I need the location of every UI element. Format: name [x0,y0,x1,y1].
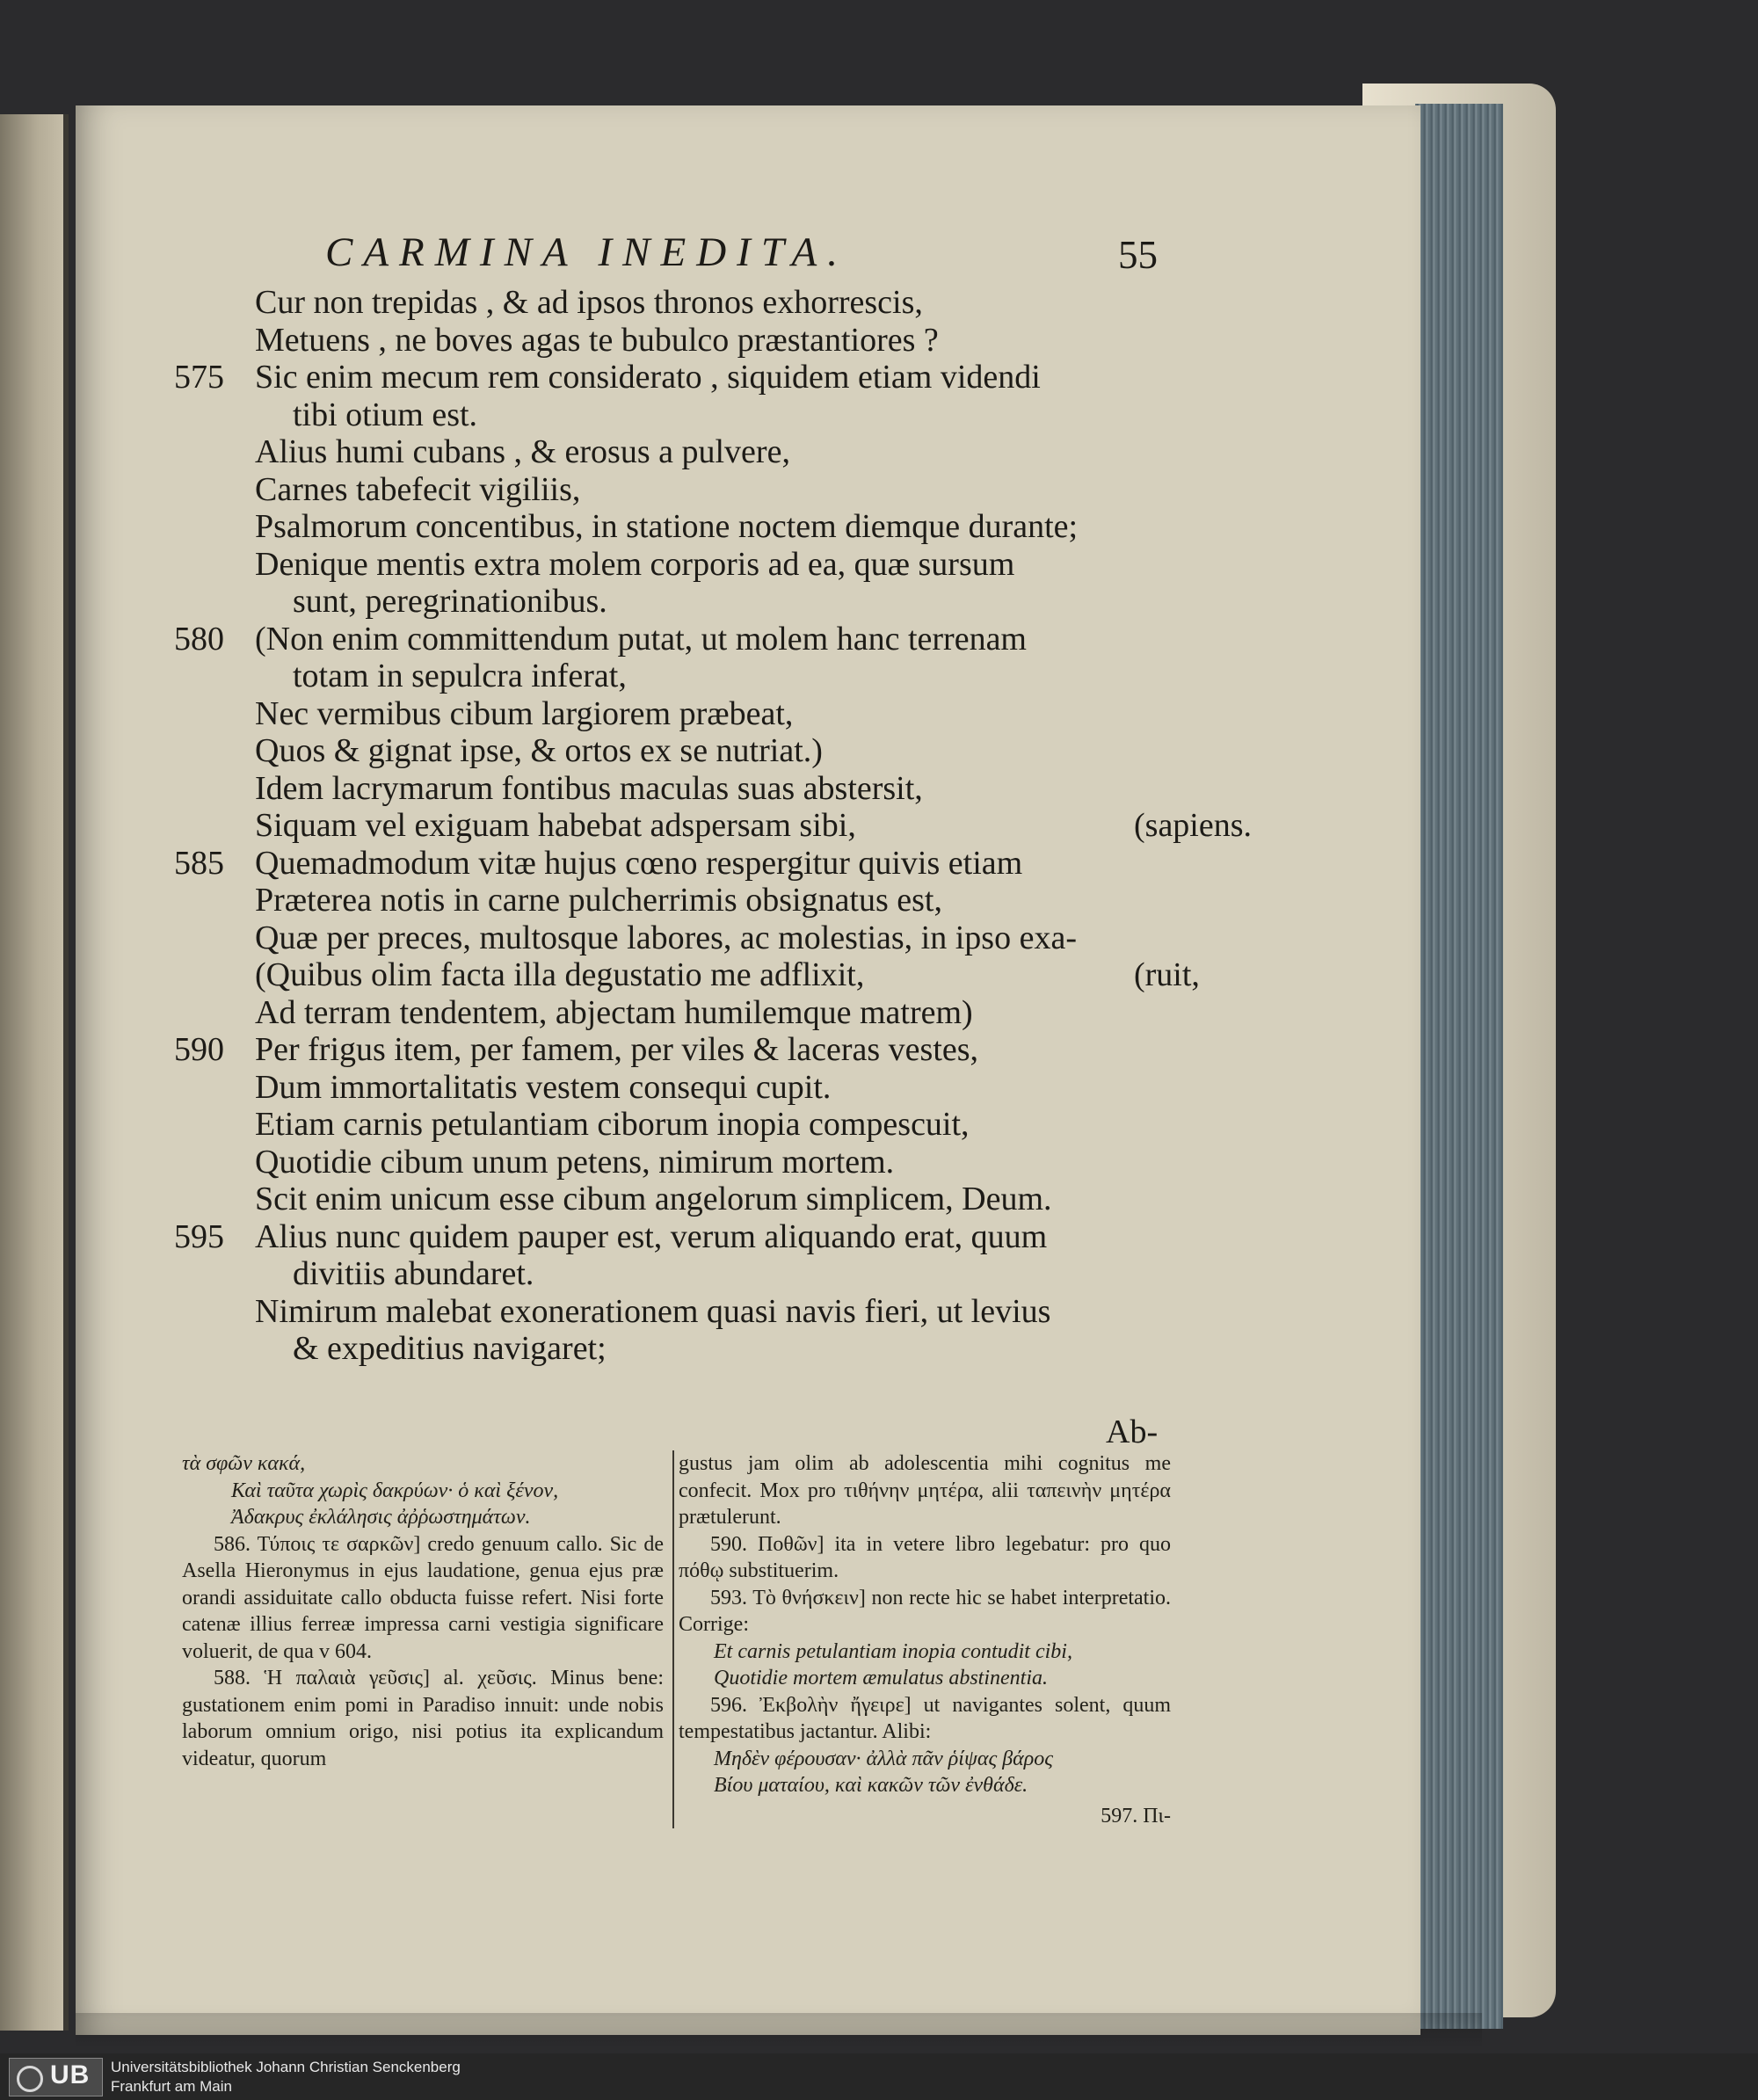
footnote-paragraph: Καὶ ταῦτα χωρὶς δακρύων· ὁ καὶ ξένον, [231,1479,559,1502]
verse-line [255,432,790,471]
verse-line [255,545,1014,584]
library-name: Universitätsbibliothek Johann Christian Senckenberg [111,2059,461,2075]
footnotes-left-column [182,1450,664,1772]
footnote-paragraph: gustus jam olim ab adolescentia mihi cognitus me confecit. Mox pro τιθήνην μητέρα, alii ταπεινὴν μητέρα prætulerunt. [679,1452,1171,1529]
verse-line [255,620,1027,658]
verse-line [255,283,923,322]
line-number: 590 [174,1031,224,1068]
catchword: Ab- [1106,1413,1159,1450]
verse-text: Per frigus item, per famem, per viles & laceras vestes, [255,1031,979,1068]
verse-line [293,1254,534,1293]
footnote-paragraph: Μηδὲν φέρουσαν· ἀλλὰ πᾶν ῥίψας βάρος [714,1747,1054,1770]
footnote-catchword: 597. Πι- [1101,1804,1171,1828]
verse-line [255,1143,894,1181]
verse-text: Nec vermibus cibum largiorem præbeat, [255,694,794,732]
line-number: 585 [174,844,224,882]
verse-text: Quemadmodum vitæ hujus cœno respergitur quivis etiam [255,844,1023,882]
verse-text: Quotidie cibum unum petens, nimirum mortem. [255,1143,895,1181]
verse-overflow: (ruit, [1134,956,1200,993]
running-title: CARMINA INEDITA. [325,229,848,275]
verse-text: totam in sepulcra inferat, [293,658,627,694]
verse-line [255,1030,978,1069]
verse-text: Scit enim unicum esse cibum angelorum simplicem, Deum. [255,1181,1052,1217]
footnote-paragraph: 586. Τύποις τε σαρκῶν] credo genuum callo. Sic de Asella Hieronymus in ejus laudatione, genua ejus præ orandi assiduitate callo obducta fuisse refert. Nisi forte catenæ illius ferreæ impressa carni vestigia significare voluerit, de qua v 604. [182,1532,664,1663]
footnotes-right-column [679,1450,1171,1829]
left-page-edge [0,114,69,2031]
verse-text: Carnes tabefecit vigiliis, [255,470,581,508]
verse-line [255,1180,1052,1218]
verse-text: Præterea notis in carne pulcherrimis obsignatus est, [255,882,942,919]
verse-text: Denique mentis extra molem corporis ad ea, quæ sursum [255,545,1015,583]
verse-line [255,806,1253,845]
verse-line [255,844,1022,883]
verse-line [255,321,939,360]
column-rule [672,1450,674,1828]
verse-text: tibi otium est. [293,396,478,433]
verse-text: Siquam vel exiguam habebat adspersam sibi, [255,807,856,844]
verse-line [255,694,793,733]
verse-line [293,1329,607,1368]
footnote-paragraph: τὰ σφῶν κακά, [182,1452,306,1475]
footnote-paragraph: 588. Ἡ παλαιὰ γεῦσις] al. χεῦσις. Minus bene: gustationem enim pomi in Paradiso innuit: unde nobis laborum omnium origo, nisi potius ita explicandum videatur, quorum [182,1667,664,1770]
verse-text: Dum immortalitatis vestem consequi cupit. [255,1068,832,1106]
verse-line [255,358,1041,396]
footnote-paragraph: Quotidie mortem æmulatus abstinentia. [714,1667,1048,1689]
verse-line [255,470,580,509]
verse-line [255,956,1200,994]
footnote-paragraph: 593. Τὸ θνήσκειν] non recte hic se habet interpretatio. Corrige: [679,1586,1171,1636]
line-number: 580 [174,620,224,658]
verse-text: Nimirum malebat exonerationem quasi navis fieri, ut levius [255,1292,1051,1330]
verse-line [293,582,607,621]
logo-text: UB [50,2060,91,2089]
verse-line [255,769,923,808]
verse-line [255,731,823,770]
verse-line [255,1068,831,1107]
footnote-paragraph: 596. Ἐκβολὴν ἤγειρε] ut navigantes solent, quum tempestatibus jactantur. Alibi: [679,1693,1171,1743]
verse-text: Sic enim mecum rem considerato , siquidem etiam videndi [255,359,1041,396]
verse-line [255,1105,970,1144]
verse-text: Metuens , ne boves agas te bubulco præstantiores ? [255,321,939,359]
verse-text: divitiis abundaret. [293,1255,534,1292]
library-city: Frankfurt am Main [111,2078,232,2095]
line-number: 595 [174,1217,224,1255]
verse-text: (Quibus olim facta illa degustatio me adflixit, [255,956,865,993]
verse-text: & expeditius navigaret; [293,1330,607,1367]
footnote-paragraph: Et carnis petulantiam inopia contudit cibi, [714,1639,1072,1663]
verse-line [255,993,973,1032]
verse-text: Alius humi cubans , & erosus a pulvere, [255,433,790,470]
verse-text: Psalmorum concentibus, in statione noctem diemque durante; [255,508,1079,545]
verse-text: Ad terram tendentem, abjectam humilemque matrem) [255,993,973,1031]
verse-text: Etiam carnis petulantiam ciborum inopia compescuit, [255,1106,970,1143]
page-number: 55 [1118,233,1158,277]
line-number: 575 [174,359,224,396]
logo-emblem-icon [17,2066,43,2092]
verse-line [255,919,1077,957]
verse-line [255,1292,1050,1331]
verse-text: Idem lacrymarum fontibus maculas suas abstersit, [255,769,923,807]
verse-text: Quæ per preces, multosque labores, ac molestias, in ipso exa- [255,919,1077,956]
verse-line [293,657,627,695]
library-logo[interactable] [9,2058,103,2096]
verse-line [293,396,477,434]
library-footer [0,2053,1758,2100]
verse-text: (Non enim committendum putat, ut molem hanc terrenam [255,620,1027,658]
book-edge [1415,104,1503,2029]
verse-text: Cur non trepidas , & ad ipsos thronos exhorrescis, [255,284,923,321]
footnote-paragraph: Βίου ματαίου, καὶ κακῶν τῶν ἐνθάδε. [714,1774,1028,1797]
verse-text: Alius nunc quidem pauper est, verum aliquando erat, quum [255,1217,1048,1255]
verse-overflow: (sapiens. [1134,807,1253,844]
verse-text: sunt, peregrinationibus. [293,583,607,620]
verse-line [255,507,1078,546]
verse-line [255,881,942,919]
verse-text: Quos & gignat ipse, & ortos ex se nutriat.) [255,732,823,769]
footnote-paragraph: 590. Ποθῶν] ita in vetere libro legebatur: pro quo πόθῳ substituerim. [679,1532,1171,1582]
footnote-paragraph: Ἀδακρυς ἐκλάλησις ἀῤῥωστημάτων. [231,1506,531,1529]
verse-line [255,1217,1047,1256]
